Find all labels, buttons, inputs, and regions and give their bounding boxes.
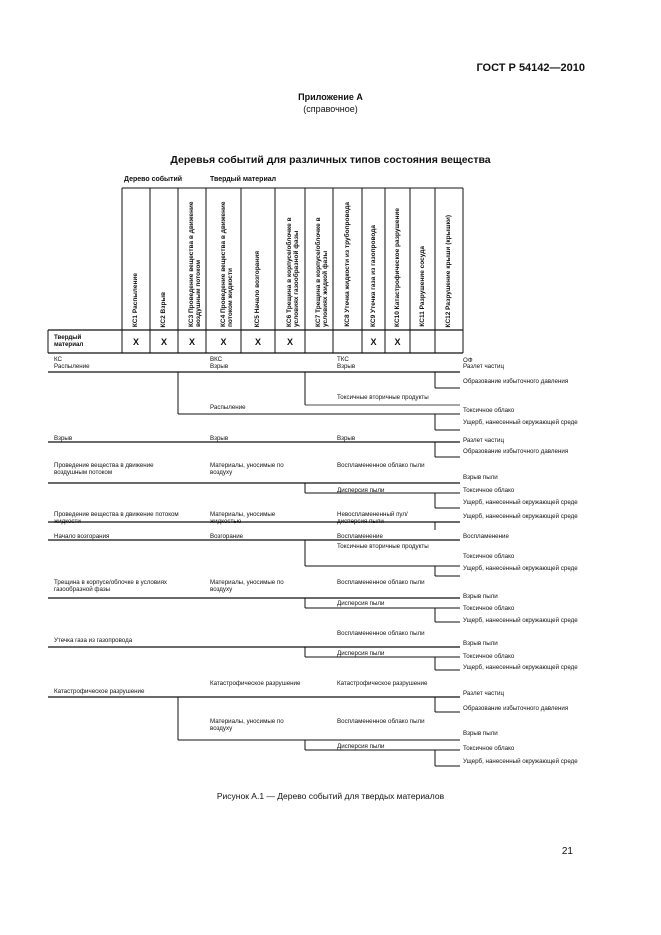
matrix-mark: X <box>188 337 195 347</box>
matrix-mark: X <box>220 337 227 347</box>
page-number: 21 <box>561 846 573 857</box>
tree-c3-event: Дисперсия пыли <box>337 487 385 494</box>
tree-c3-event: Токсичные вторичные продукты <box>337 394 429 401</box>
matrix-mark: X <box>254 337 261 347</box>
tree-c3-event: Дисперсия пыли <box>337 650 385 657</box>
matrix-column-header: КС9 Утечка газа из газопровода <box>369 225 377 327</box>
tree-c3-event: Взрыв <box>337 435 356 442</box>
tree-c1-event: Взрыв <box>54 435 73 442</box>
tree-col-head: Взрыв <box>337 363 356 370</box>
tree-outcome: Разлет частиц <box>463 437 505 444</box>
tree-col-head: КС <box>54 356 63 363</box>
tree-col-head: Распыление <box>54 363 90 370</box>
row-label-1: Твердый <box>54 334 82 341</box>
tree-outcome: Токсичное облако <box>463 653 515 660</box>
tree-outcome: Ущерб, нанесенный окружающей среде <box>463 513 578 520</box>
tree-c1-event: Начало возгорания <box>54 533 110 540</box>
tree-outcome: Взрыв пыли <box>463 474 498 481</box>
tree-c3-event: Воспламенение <box>337 533 383 540</box>
matrix-mark: X <box>370 337 377 347</box>
matrix-mark: X <box>394 337 401 347</box>
tree-c3-event: Воспламененное облако пыли <box>337 579 425 586</box>
tree-c3-event: Токсичные вторичные продукты <box>337 543 429 550</box>
tree-outcome: Токсичное облако <box>463 605 515 612</box>
tree-c2-event: Катастрофическое разрушение <box>210 680 301 687</box>
material-label: Твердый материал <box>210 176 277 183</box>
tree-outcome: Ущерб, нанесенный окружающей среде <box>463 758 578 765</box>
tree-outcome: Разлет частиц <box>463 363 505 370</box>
tree-outcome: Токсичное облако <box>463 553 515 560</box>
standard-number: ГОСТ Р 54142—2010 <box>476 62 585 74</box>
tree-c2-event: Распыление <box>210 404 246 411</box>
tree-outcome: Взрыв пыли <box>463 593 498 600</box>
tree-col-head: Взрыв <box>210 363 229 370</box>
tree-c2-event: Взрыв <box>210 435 229 442</box>
tree-outcome: Образование избыточного давления <box>463 705 569 712</box>
matrix-column-header: КС12 Разрушение крыши (крышки) <box>445 214 452 327</box>
tree-c2-event: Материалы, уносимые по воздуху <box>210 579 284 593</box>
tree-outcome: Ущерб, нанесенный окружающей среде <box>463 419 578 426</box>
matrix-mark: X <box>132 337 139 347</box>
tree-col-head: ВКС <box>210 356 223 363</box>
tree-c3-event: Воспламененное облако пыли <box>337 718 425 725</box>
tree-c2-event: Материалы, уносимые жидкостью <box>210 511 276 525</box>
tree-outcome: Ущерб, нанесенный окружающей среде <box>463 664 578 671</box>
tree-c2-event: Материалы, уносимые по воздуху <box>210 462 284 476</box>
matrix-column-header: КС11 Разрушение сосуда <box>418 246 426 327</box>
tree-label: Дерево событий <box>124 176 183 183</box>
tree-col-head: ОФ <box>463 357 473 364</box>
tree-outcome: Ущерб, нанесенный окружающей среде <box>463 565 578 572</box>
tree-outcome: Образование избыточного давления <box>463 448 569 455</box>
matrix-mark: X <box>160 337 167 347</box>
tree-c2-event: Материалы, уносимые по воздуху <box>210 718 284 732</box>
tree-c3-event: Невоспламененный пул/дисперсия пыли <box>337 511 408 525</box>
matrix-column-header: КС3 Проведение вещества в движение воздушным потоком <box>188 201 202 327</box>
tree-outcome: Взрыв пыли <box>463 640 498 647</box>
tree-c1-event: Катастрофическое разрушение <box>54 688 145 695</box>
appendix-title: Приложение А <box>298 92 363 102</box>
tree-outcome: Ущерб, нанесенный окружающей среде <box>463 617 578 624</box>
matrix-column-header: КС10 Катастрофическое разрушение <box>393 208 401 327</box>
section-title: Деревья событий для различных типов состояния вещества <box>170 154 491 166</box>
tree-outcome: Ущерб, нанесенный окружающей среде <box>463 499 578 506</box>
tree-c3-event: Воспламененное облако пыли <box>337 462 425 469</box>
row-label-2: материал <box>54 341 84 348</box>
tree-outcome: Образование избыточного давления <box>463 378 569 385</box>
tree-c3-event: Дисперсия пыли <box>337 743 385 750</box>
matrix-column-header: КС1 Распыление <box>132 272 139 327</box>
tree-outcome: Воспламенение <box>463 533 509 540</box>
tree-outcome: Взрыв пыли <box>463 730 498 737</box>
matrix-column-header: КС8 Утечка жидкости из трубопровода <box>343 202 351 327</box>
figure-caption: Рисунок А.1 — Дерево событий для твердых материалов <box>216 791 445 801</box>
matrix-column-header: КС6 Трещина в корпусе/облочке в условиях газообразной фазы <box>286 217 300 327</box>
tree-c3-event: Воспламененное облако пыли <box>337 630 425 637</box>
matrix-column-header: КС4 Проведение вещества в движение потоком жидкости <box>219 201 234 327</box>
tree-outcome: Токсичное облако <box>463 407 515 414</box>
tree-outcome: Токсичное облако <box>463 487 515 494</box>
tree-c3-event: Катастрофическое разрушение <box>337 680 428 687</box>
matrix-column-header: КС2 Взрыв <box>160 291 167 327</box>
tree-c1-event: Утечка газа из газопровода <box>54 637 133 644</box>
tree-c1-event: Проведение вещества в движение потоком жидкости <box>54 511 179 525</box>
matrix-column-header: КС7 Трещина в корпусе/облочке в условиях жидкой фазы <box>315 217 329 327</box>
appendix-subtitle: (справочное) <box>303 104 358 114</box>
tree-c2-event: Возгорание <box>210 533 244 540</box>
tree-c1-event: Проведение вещества в движение воздушным потоком <box>54 462 154 476</box>
tree-c3-event: Дисперсия пыли <box>337 600 385 607</box>
tree-c1-event: Трещина в корпусе/облочке в условиях газообразной фазы <box>54 579 168 593</box>
tree-col-head: ТКС <box>337 356 349 363</box>
matrix-mark: X <box>286 337 293 347</box>
tree-outcome: Токсичное облако <box>463 745 515 752</box>
matrix-column-header: КС5 Начало возгорания <box>254 250 261 327</box>
tree-outcome: Разлет частиц <box>463 690 505 697</box>
